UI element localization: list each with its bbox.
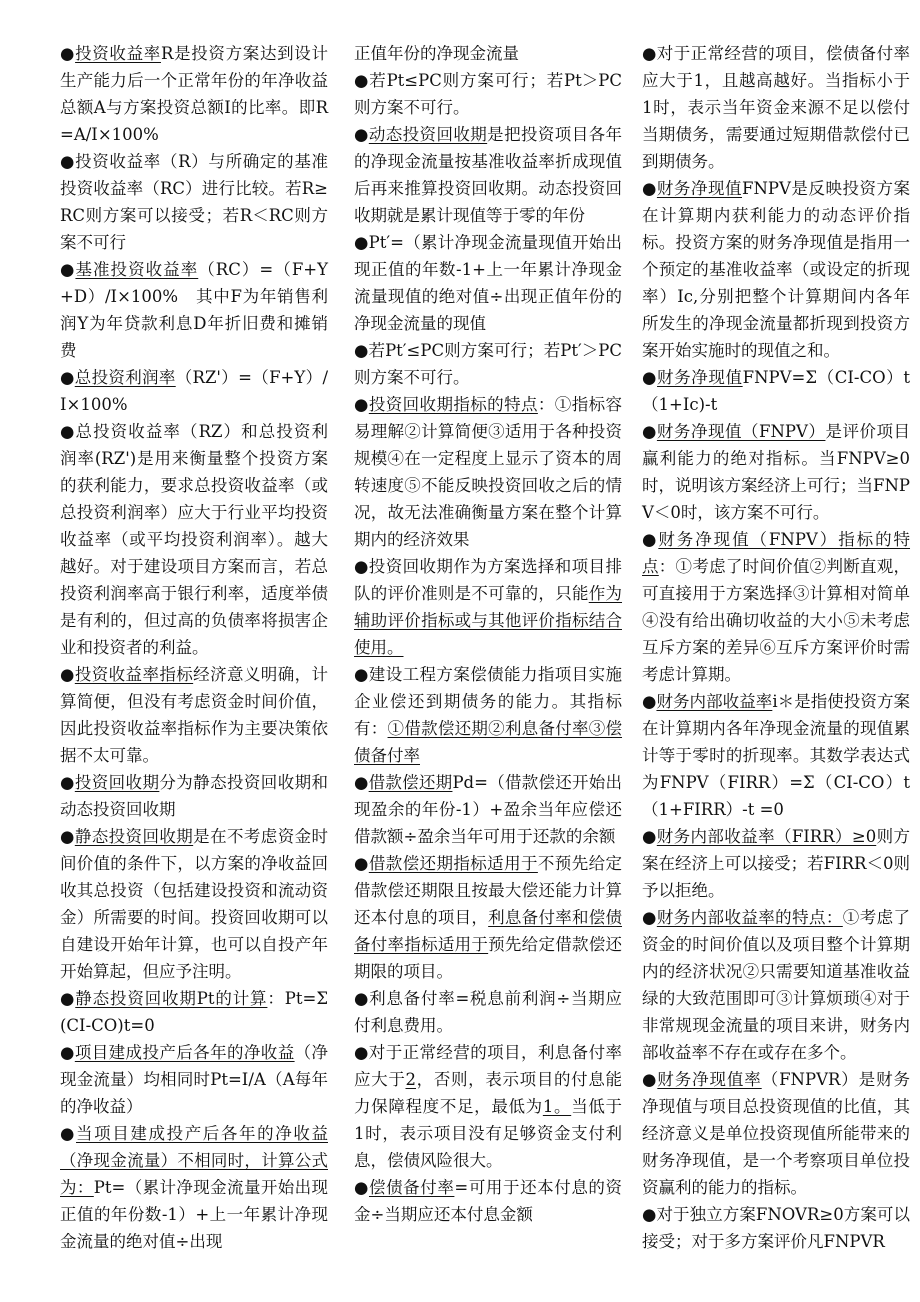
underlined-term: 投资回收期指标的特点 [368,395,538,414]
text-run: 经济意义明确，计算简便，但没有考虑资金时间价值，因此投资收益率指标作为主要决策依据不太可靠。 [60,665,328,765]
text-run: ● [60,1043,75,1062]
bullet-paragraph [354,121,622,229]
text-run: ●对于正常经营的项目，偿债备付率应大于1，且越高越好。当指标小于1时，表示当年资金来源不足以偿付当期债务，需要通过短期借款偿付已到期债务。 [642,44,910,171]
text-run: ● [60,260,76,279]
bullet-paragraph [60,1120,328,1255]
underlined-term: 投资收益率指标 [74,665,194,684]
bullet-paragraph [60,661,328,769]
bullet-paragraph [60,256,328,364]
bullet-paragraph [60,40,328,148]
text-run: ● [642,827,657,846]
text-run: ●Pt′=（累计净现金流量现值开始出现正值的年数-1+上一年累计净现金流量现值的绝对值÷出现正值年份的净现金流量的现值 [354,233,622,333]
text-run: 则方案在经济上可以接受；若FIRR＜0则予以拒绝。 [642,827,910,900]
text-run: 是把投资项目各年的净现金流量按基准收益率折成现值后再来推算投资回收期。动态投资回收期就是累计现值等于零的年份 [354,125,622,225]
text-run: （RC）=（F+Y+D）/I×100% 其中F为年销售利润Y为年贷款利息D年折旧费和摊销费 [60,260,328,360]
text-run: ①考虑了资金的时间价值以及项目整个计算期内的经济状况②只需要知道基准收益绿的大致范围即可③计算烦琐④对于非常规现金流量的项目来讲，财务内部收益率不存在或存在多个。 [642,908,910,1062]
underlined-term: 利息备付率和偿债备付率指标适用于 [354,908,623,954]
text-run: Pt=（累计净现金流量开始出现正值的年份数-1）+上一年累计净现金流量的绝对值÷出现 [60,1178,328,1251]
underlined-term: 偿债备付率 [368,1178,455,1197]
underlined-term: 项目建成投产后各年的净收益 [74,1043,295,1062]
underlined-term: 1。 [542,1097,572,1116]
text-run: ●建设工程方案偿债能力指项目实施企业偿还到期债务的能力。其指标有： [354,665,622,738]
bullet-paragraph [642,1201,910,1255]
text-run: 分为静态投资回收期和动态投资回收期 [60,773,328,819]
bullet-paragraph [642,175,910,364]
bullet-paragraph [354,229,622,337]
underlined-term: 财务内部收益率（FIRR）≥0 [656,827,877,846]
text-run: ● [642,908,657,927]
text-column-2 [354,40,622,1228]
bullet-paragraph [642,904,910,1066]
bullet-paragraph [642,823,910,904]
text-run: ●若Pt′≤PC则方案可行；若Pt′＞PC则方案不可行。 [354,341,622,387]
underlined-term: 基准投资收益率 [75,260,199,279]
bullet-paragraph [642,526,910,688]
underlined-term: 借款偿还期 [368,773,453,792]
bullet-paragraph [354,40,622,67]
text-run: 预先给定借款偿还期限的项目。 [354,935,623,981]
text-run: Pd=（借款偿还开始出现盈余的年份-1）+盈余当年应偿还借款额÷盈余当年可用于还款的余额 [354,773,622,846]
text-run: ● [354,125,369,144]
text-run: 是评价项目赢利能力的绝对指标。当FNPV≥0时，说明该方案经济上可行；当FNPV＜0时，该方案不可行。 [642,422,911,522]
text-run: ● [642,368,658,387]
text-run: ● [354,1178,369,1197]
text-run: =可用于还本付息的资金÷当期应还本付息金额 [354,1178,622,1224]
bullet-paragraph [354,337,622,391]
bullet-paragraph [60,418,328,661]
text-run: ●总投资收益率（RZ）和总投资利润率(RZ')是用来衡量整个投资方案的获利能力，要求总投资收益率（或总投资利润率）应大于行业平均投资收益率（或平均投资利润率）。越大越好。对于建设项目方案而言，若总投资利润率高于银行利率，适度举债是有利的，但过高的负债率将损害企业和投资者的利益。 [60,422,328,657]
text-run: ● [354,773,369,792]
text-run: R是投资方案达到设计生产能力后一个正常年份的年净收益总额A与方案投资总额I的比率。即R=A/I×100% [60,44,328,144]
underlined-term: 2 [405,1070,416,1089]
bullet-paragraph [642,364,910,418]
bullet-paragraph [60,823,328,985]
text-run: FNPV=Σ（CI-CO）t（1+Ic)-t [642,368,910,414]
text-run: 不预先给定借款偿还期限且按最大偿还能力计算还本付息的项目， [354,854,622,927]
underlined-term: 财务净现值（FNPV）指标的特点 [642,530,911,576]
underlined-term: 作为辅助评价指标或与其他评价指标结合使用。 [354,584,623,657]
text-run: ● [642,179,657,198]
text-run: ● [642,692,657,711]
underlined-term: 当项目建成投产后各年的净收益（净现金流量）不相同时，计算公式为： [60,1124,328,1197]
text-run: ● [354,854,369,873]
underlined-term: 财务净现值 [656,179,742,198]
text-column-1 [60,40,328,1255]
bullet-paragraph [642,688,910,823]
underlined-term: 借款偿还期指标适用于 [368,854,538,873]
bullet-paragraph [60,1039,328,1120]
text-run: ● [642,530,659,549]
text-run: （RZ'）=（F+Y）/I×100% [60,368,328,414]
text-run: ● [642,1070,658,1089]
bullet-paragraph [60,985,328,1039]
text-run: FNPV是反映投资方案在计算期内获利能力的动态评价指标。投资方案的财务净现值是指用一个预定的基准收益率（或设定的折现率）Ic,分别把整个计算期间内各年所发生的净现金流量都折现到投资方案开始实施时的现值之和。 [642,179,911,360]
text-run: ● [354,395,369,414]
bullet-paragraph [60,148,328,256]
text-column-3 [642,40,910,1255]
underlined-term: ①借款偿还期②利息备付率③偿债备付率 [354,719,623,765]
text-run: 正值年份的净现金流量 [354,44,519,63]
bullet-paragraph [354,850,622,985]
bullet-paragraph [354,769,622,850]
bullet-paragraph [354,553,622,661]
bullet-paragraph [642,40,910,175]
text-run: （净现金流量）均相同时Pt=I/A（A每年的净收益） [60,1043,328,1116]
text-run: ：①指标容易理解②计算简便③适用于各种投资规模④在一定程度上显示了资本的周转速度⑤不能反映投资回收之后的情况，故无法准确衡量方案在整个计算期内的经济效果 [354,395,622,549]
text-run: ● [60,773,75,792]
underlined-term: 动态投资回收期 [368,125,488,144]
bullet-paragraph [354,1039,622,1174]
text-run: ● [60,1124,77,1143]
text-run: ，否则，表示项目的付息能力保障程度不足，最低为 [354,1070,623,1116]
text-run: ● [642,422,657,441]
text-run: i＊是指使投资方案在计算期内各年净现金流量的现值累计等于零时的折现率。其数学表达式为FNPV（FIRR）=Σ（CI-CO）t（1+FIRR）-t =0 [642,692,910,819]
text-run: ●投资收益率（R）与所确定的基准投资收益率（RC）进行比较。若R≥RC则方案可以接受；若R＜RC则方案不可行 [60,152,328,252]
bullet-paragraph [60,769,328,823]
text-run: 是在不考虑资金时间价值的条件下，以方案的净收益回收其总投资（包括建设投资和流动资金）所需要的时间。投资回收期可以自建设开始年计算，也可以自投产年开始算起，但应予注明。 [60,827,328,981]
text-run: ● [60,665,75,684]
underlined-term: 静态投资回收期 [74,827,194,846]
underlined-term: 投资收益率 [75,44,161,63]
underlined-term: 投资回收期 [74,773,160,792]
text-run: 当低于1时，表示项目没有足够资金支付利息，偿债风险很大。 [354,1097,623,1170]
bullet-paragraph [60,364,328,418]
underlined-term: 财务净现值 [657,368,743,387]
text-run: ：①考虑了时间价值②判断直观，可直接用于方案选择③计算相对简单④没有给出确切收益的大小⑤未考虑互斥方案的差异⑥互斥方案评价时需考虑计算期。 [642,557,911,684]
text-run: ● [60,368,75,387]
bullet-paragraph [354,661,622,769]
text-run: ●投资回收期作为方案选择和项目排队的评价准则是不可靠的，只能 [354,557,622,603]
underlined-term: 总投资利润率 [74,368,176,387]
text-run: ●利息备付率=税息前利润÷当期应付利息费用。 [354,989,622,1035]
bullet-paragraph [354,1174,622,1228]
underlined-term: 财务内部收益率 [656,692,773,711]
bullet-paragraph [642,1066,910,1201]
text-run: （FNPVR）是财务净现值与项目总投资现值的比值，其经济意义是单位投资现值所能带来的财务净现值，是一个考察项目单位投资赢利的能力的指标。 [642,1070,911,1197]
underlined-term: 财务净现值率 [657,1070,762,1089]
text-run: ●对于正常经营的项目，利息备付率应大于 [354,1043,622,1089]
text-run: ● [60,44,76,63]
text-run: ● [60,827,75,846]
bullet-paragraph [642,418,910,526]
text-run: ●对于独立方案FNOVR≥0方案可以接受；对于多方案评价凡FNPVR [642,1205,910,1251]
text-run: ●若Pt≤PC则方案可行；若Pt＞PC则方案不可行。 [354,71,622,117]
text-run: ● [60,989,76,1008]
underlined-term: 财务内部收益率的特点： [656,908,843,927]
underlined-term: 静态投资回收期Pt的计算 [75,989,268,1008]
bullet-paragraph [354,67,622,121]
bullet-paragraph [354,391,622,553]
bullet-paragraph [354,985,622,1039]
underlined-term: 财务净现值（FNPV） [656,422,826,441]
text-run: ：Pt=Σ(CI-CO)t=0 [60,989,329,1035]
